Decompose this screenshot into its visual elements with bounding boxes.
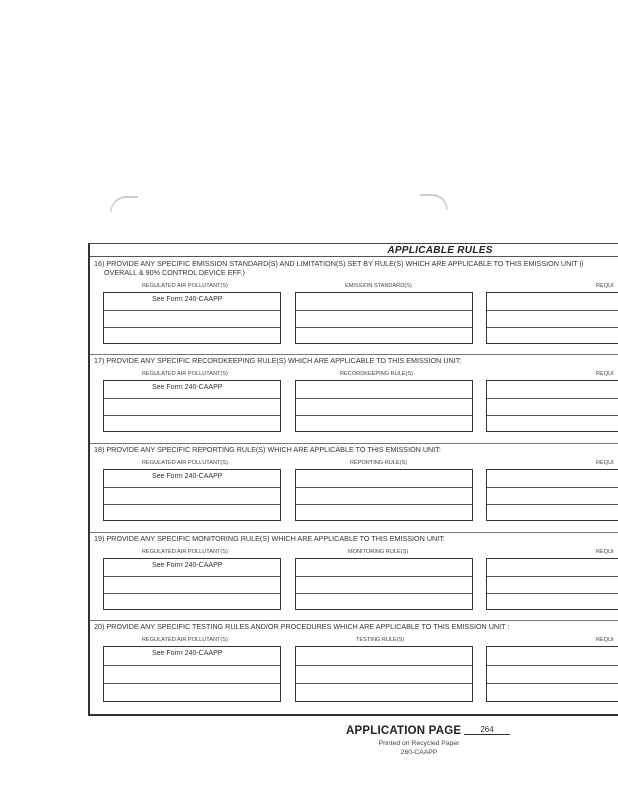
column-header-requirements: REQUI — [596, 371, 614, 377]
field-row-line — [487, 504, 618, 505]
rule-field[interactable] — [295, 646, 473, 702]
field-row-line — [487, 593, 618, 594]
requirement-field[interactable] — [486, 558, 618, 610]
section-16 — [90, 258, 618, 354]
section-divider — [90, 443, 618, 444]
application-page-label: APPLICATION PAGE — [346, 725, 462, 737]
field-row-line — [104, 683, 280, 684]
column-header-requirements: REQUI — [596, 549, 614, 555]
section-17 — [90, 354, 618, 442]
section-divider — [90, 620, 618, 621]
requirement-field[interactable] — [486, 380, 618, 432]
field-row-line — [296, 665, 472, 666]
requirement-field[interactable] — [486, 469, 618, 521]
field-row-line — [104, 327, 280, 328]
field-row-line — [104, 665, 280, 666]
pollutant-field[interactable] — [103, 558, 281, 610]
pollutant-field[interactable] — [103, 380, 281, 432]
field-row-line — [296, 415, 472, 416]
field-row-line — [104, 576, 280, 577]
column-header-requirements: REQUI — [596, 460, 614, 466]
section-19 — [90, 532, 618, 620]
scan-artifact-right — [420, 194, 448, 210]
pollutant-field[interactable] — [103, 646, 281, 702]
scan-artifact-left — [110, 196, 138, 212]
pollutant-entry: See Form 240-CAAPP — [152, 473, 223, 480]
column-header-rules: REPORTING RULE(S) — [350, 460, 408, 466]
field-row-line — [296, 593, 472, 594]
column-header-requirements: REQUI — [596, 637, 614, 643]
requirement-field[interactable] — [486, 292, 618, 344]
field-row-line — [487, 576, 618, 577]
column-header-pollutants: REGULATED AIR POLLUTANT(S) — [142, 549, 228, 555]
field-row-line — [487, 327, 618, 328]
column-header-pollutants: REGULATED AIR POLLUTANT(S) — [142, 460, 228, 466]
question-text: 20) PROVIDE ANY SPECIFIC TESTING RULES AND/OR PROCEDURES WHICH ARE APPLICABLE TO THIS EMISSION UNIT : — [94, 622, 510, 631]
form-number: 260-CAAPP — [400, 749, 438, 756]
field-row-line — [296, 487, 472, 488]
rule-field[interactable] — [295, 558, 473, 610]
field-row-line — [104, 593, 280, 594]
field-row-line — [104, 487, 280, 488]
field-row-line — [487, 310, 618, 311]
requirement-field[interactable] — [486, 646, 618, 702]
field-row-line — [104, 398, 280, 399]
field-row-line — [104, 415, 280, 416]
question-text-continued: OVERALL & 90% CONTROL DEVICE EFF.) — [104, 268, 245, 277]
column-header-pollutants: REGULATED AIR POLLUTANT(S) — [142, 371, 228, 377]
field-row-line — [296, 327, 472, 328]
column-header-pollutants: REGULATED AIR POLLUTANT(S) — [142, 637, 228, 643]
page-number: 264 — [464, 725, 510, 735]
pollutant-field[interactable] — [103, 292, 281, 344]
rule-field[interactable] — [295, 469, 473, 521]
field-row-line — [104, 504, 280, 505]
field-row-line — [104, 310, 280, 311]
section-divider — [90, 532, 618, 533]
question-text: 18) PROVIDE ANY SPECIFIC REPORTING RULE(S) WHICH ARE APPLICABLE TO THIS EMISSION UNIT: — [94, 445, 441, 454]
section-divider — [90, 354, 618, 355]
column-header-rules: EMISSION STANDARD(S) — [345, 283, 412, 289]
column-header-rules: TESTING RULE(S) — [356, 637, 405, 643]
field-row-line — [296, 576, 472, 577]
pollutant-entry: See Form 240-CAAPP — [152, 650, 223, 657]
pollutant-entry: See Form 240-CAAPP — [152, 296, 223, 303]
column-header-rules: MONITORING RULE(S) — [348, 549, 409, 555]
column-header-pollutants: REGULATED AIR POLLUTANT(S) — [142, 283, 228, 289]
field-row-line — [296, 398, 472, 399]
field-row-line — [487, 487, 618, 488]
field-row-line — [487, 665, 618, 666]
field-row-line — [296, 310, 472, 311]
applicable-rules-form — [88, 243, 618, 716]
section-20 — [90, 620, 618, 712]
pollutant-entry: See Form 240-CAAPP — [152, 562, 223, 569]
section-18 — [90, 443, 618, 531]
field-row-line — [487, 415, 618, 416]
form-heading: APPLICABLE RULES — [387, 245, 493, 256]
rule-field[interactable] — [295, 292, 473, 344]
question-text: 19) PROVIDE ANY SPECIFIC MONITORING RULE(S) WHICH ARE APPLICABLE TO THIS EMISSION UNIT: — [94, 534, 445, 543]
pollutant-field[interactable] — [103, 469, 281, 521]
field-row-line — [487, 398, 618, 399]
field-row-line — [296, 683, 472, 684]
column-header-requirements: REQUI — [596, 283, 614, 289]
rule-field[interactable] — [295, 380, 473, 432]
heading-divider — [90, 256, 618, 257]
pollutant-entry: See Form 240-CAAPP — [152, 384, 223, 391]
field-row-line — [296, 504, 472, 505]
column-header-rules: RECORDKEEPING RULE(S) — [340, 371, 414, 377]
question-text: 17) PROVIDE ANY SPECIFIC RECORDKEEPING RULE(S) WHICH ARE APPLICABLE TO THIS EMISSION UNIT: — [94, 356, 462, 365]
recycled-paper-note: Printed on Recycled Paper — [378, 740, 460, 747]
question-text: 16) PROVIDE ANY SPECIFIC EMISSION STANDARD(S) AND LIMITATION(S) SET BY RULE(S) WHICH ARE APPLICABLE TO THIS EMISSION UNIT (i — [94, 259, 584, 268]
field-row-line — [487, 683, 618, 684]
